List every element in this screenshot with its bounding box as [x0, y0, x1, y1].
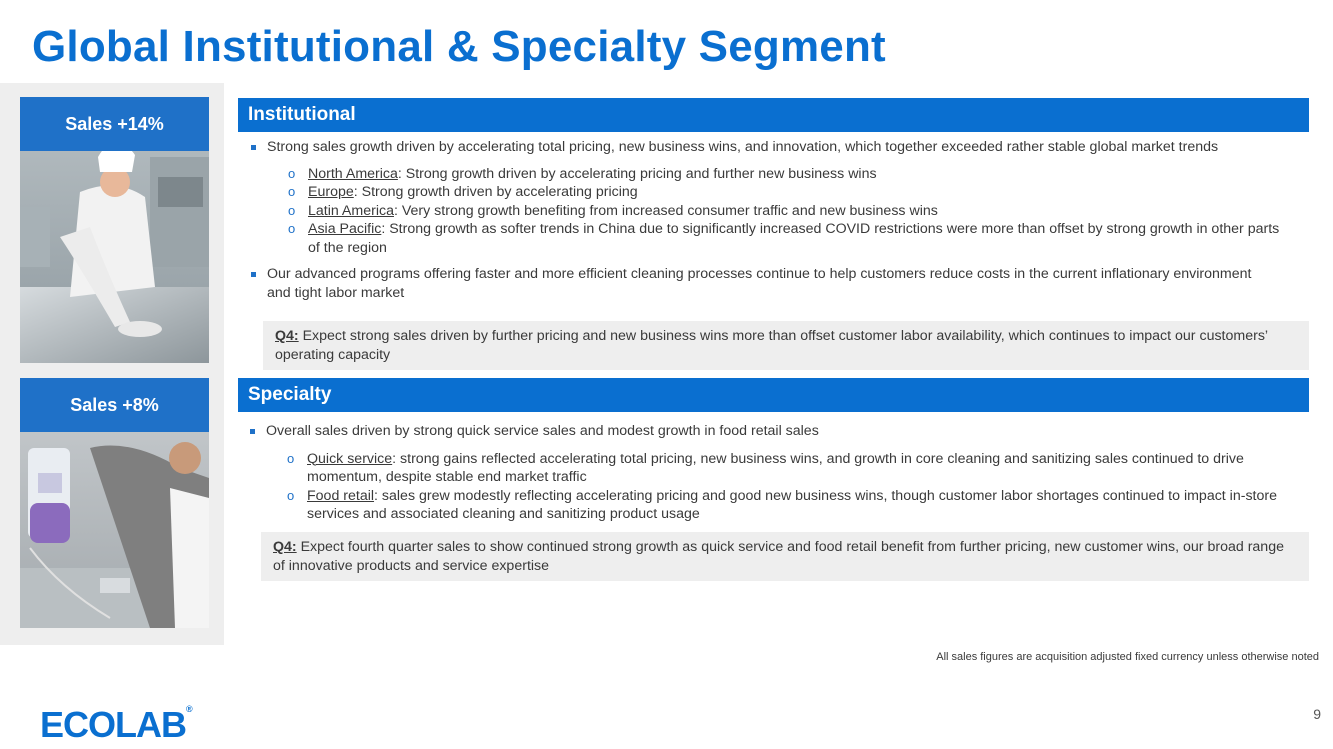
specialty-photo [20, 378, 209, 628]
region-name: Asia Pacific [308, 221, 382, 237]
institutional-bullet-2: Our advanced programs offering faster and more efficient cleaning processes continue to help customers reduce costs in the current inflationary environment and tight labor market [248, 265, 1310, 302]
region-item-europe: o Europe: Strong growth driven by accelerating pricing [288, 184, 638, 200]
item-text: : sales grew modestly reflecting accelerating pricing and good new business wins, though customer labor shortages continued to impact in-store services and associated cleaning and sanitizing product usage [307, 487, 1277, 522]
region-text: : Strong growth driven by accelerating pricing and further new business wins [397, 165, 877, 182]
institutional-q4-box [263, 321, 1309, 370]
logo-registered-mark: ® [186, 704, 193, 714]
specialty-content [247, 422, 1309, 524]
specialty-q4-box [261, 532, 1309, 581]
region-item-north-america: o North America: Strong growth driven by accelerating pricing and further new business wins [288, 165, 877, 182]
region-name: North America [308, 165, 398, 182]
institutional-content [248, 138, 1310, 302]
item-name: Food retail [307, 487, 375, 504]
item-text: : strong gains reflected accelerating total pricing, new business wins, and growth in core cleaning and sanitizing sales continued to drive momentum, despite stable end market traffic [307, 450, 1244, 485]
page-title: Global Institutional & Specialty Segment [32, 22, 886, 71]
region-item-latin-america: o Latin America: Very strong growth benefiting from increased consumer traffic and new business wins [288, 202, 938, 219]
q4-text: Expect strong sales driven by further pricing and new business wins more than offset customer labor availability, which continues to impact our customers’ operating capacity [275, 328, 1268, 363]
region-text: : Very strong growth benefiting from increased consumer traffic and new business wins [393, 202, 938, 219]
specialty-header: Specialty [238, 378, 1309, 412]
region-text: : Strong growth as softer trends in China due to significantly increased COVID restrictions were more than offset by strong growth in other parts of the region [308, 221, 1280, 256]
region-text: : Strong growth driven by accelerating pricing [353, 184, 638, 200]
institutional-header: Institutional [238, 98, 1309, 132]
specialty-item-food-retail: o Food retail: sales grew modestly reflecting accelerating pricing and good new business wins, though customer labor shortages continued to impact in-store services and associated cleaning and sanitizing product usage [287, 487, 1277, 522]
page-number: 9 [1313, 706, 1321, 722]
region-item-asia-pacific: o Asia Pacific: Strong growth as softer trends in China due to significantly increased COVID restrictions were more than offset by strong growth in other parts of the region [288, 221, 1280, 256]
footnote: All sales figures are acquisition adjusted fixed currency unless otherwise noted [936, 651, 1319, 663]
ecolab-logo [40, 704, 193, 746]
specialty-sales-badge: Sales +8% [20, 378, 209, 432]
q4-label: Q4: [275, 328, 299, 344]
q4-text: Expect fourth quarter sales to show continued strong growth as quick service and food retail benefit from further pricing, new customer wins, our broad range of innovative products and service expertise [273, 539, 1284, 574]
institutional-photo [20, 97, 209, 363]
specialty-bullet-1: Overall sales driven by strong quick service sales and modest growth in food retail sales [247, 422, 1309, 441]
institutional-sales-badge: Sales +14% [20, 97, 209, 151]
item-name: Quick service [307, 450, 393, 467]
logo-text: ECOLAB [40, 704, 186, 745]
region-name: Latin America [308, 202, 394, 219]
institutional-bullet-1: Strong sales growth driven by accelerating total pricing, new business wins, and innovation, which together exceeded rather stable global market trends [248, 138, 1310, 157]
specialty-item-quick-service: o Quick service: strong gains reflected accelerating total pricing, new business wins, and growth in core cleaning and sanitizing sales continued to drive momentum, despite stable end market traffic [287, 450, 1244, 485]
q4-label: Q4: [273, 539, 297, 555]
region-name: Europe [308, 184, 354, 200]
